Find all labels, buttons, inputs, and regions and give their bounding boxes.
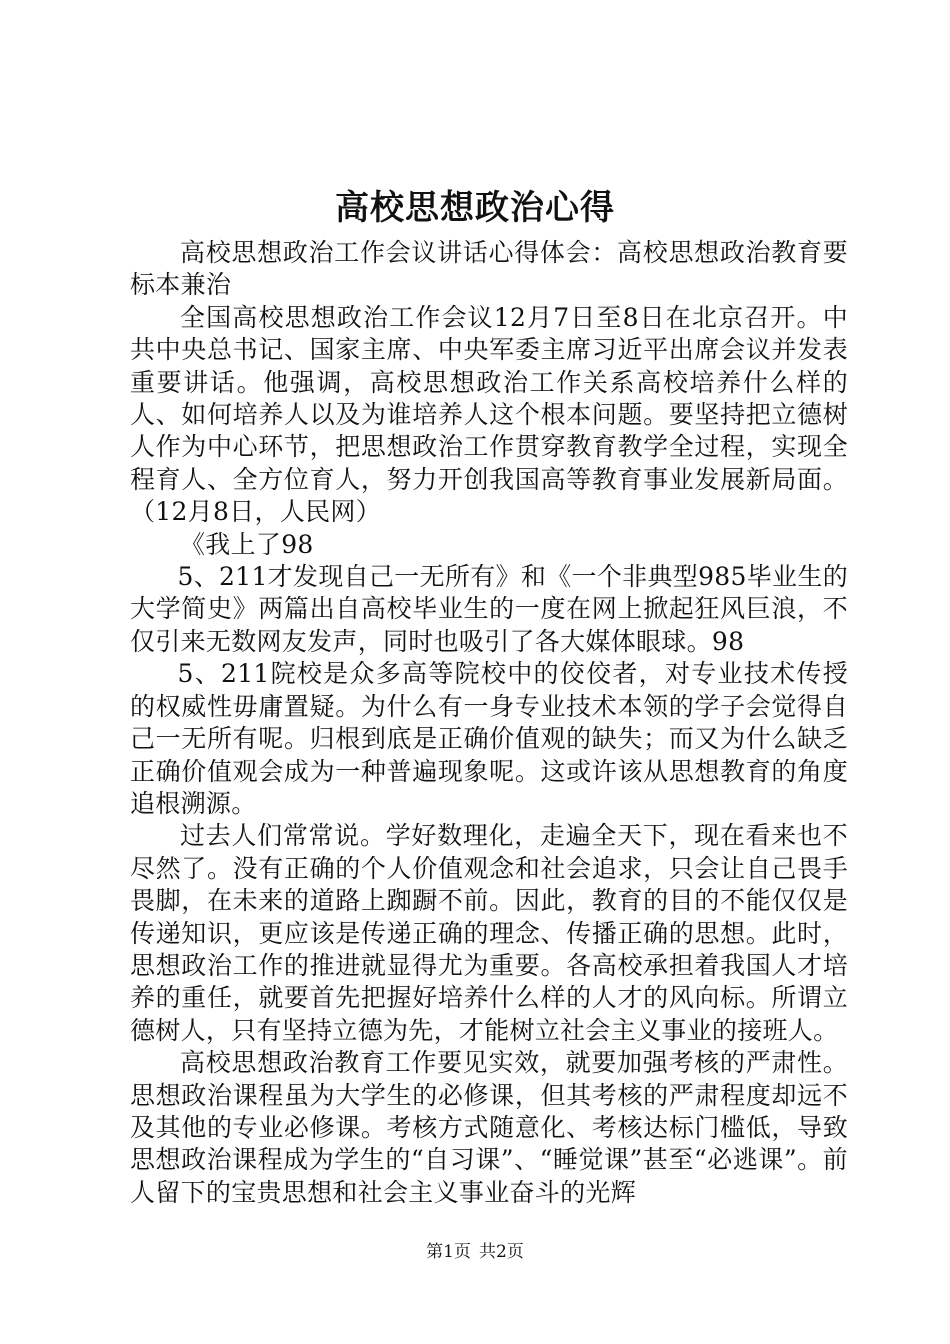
- page-total: 共2页: [479, 1242, 524, 1262]
- paragraph-conference: 全国高校思想政治工作会议12月7日至8日在北京召开。中共中央总书记、国家主席、中央军委主席习近平出席会议并发表重要讲话。他强调，高校思想政治工作关系高校培养什么样的人、如何培养人以及为谁培养人这个根本问题。要坚持把立德树人作为中心环节，把思想政治工作贯穿教育教学全过程，实现全程育人、全方位育人，努力开创我国高等教育事业发展新局面。（12月8日，人民网）: [130, 302, 848, 527]
- paragraph-subtitle: 高校思想政治工作会议讲话心得体会：高校思想政治教育要标本兼治: [130, 238, 848, 300]
- paragraph-values: 5、211院校是众多高等院校中的佼佼者，对专业技术传授的权威性毋庸置疑。为什么有一身专业技术本领的学子会觉得自己一无所有呢。归根到底是正确价值观的缺失；而又为什么缺乏正确价值观会成为一种普遍现象呢。这或许该从思想教育的角度追根溯源。: [130, 659, 848, 818]
- paragraph-graduates: 5、211才发现自己一无所有》和《一个非典型985毕业生的大学简史》两篇出自高校毕业生的一度在网上掀起狂风巨浪，不仅引来无数网友发声，同时也吸引了各大媒体眼球。98: [130, 562, 848, 656]
- paragraph-book-fragment: 《我上了98: [180, 529, 314, 559]
- paragraph-assessment: 高校思想政治教育工作要见实效，就要加强考核的严肃性。思想政治课程虽为大学生的必修课，但其考核的严肃程度却远不及其他的专业必修课。考核方式随意化、考核达标门槛低，导致思想政治课程成为学生的“自习课”、“睡觉课”甚至“必逃课”。前人留下的宝贵思想和社会主义事业奋斗的光辉: [130, 1048, 848, 1207]
- document-title: 高校思想政治心得: [335, 188, 615, 228]
- document-body: [130, 237, 848, 1209]
- page-number: 第1页: [426, 1242, 471, 1262]
- paragraph-education-purpose: 过去人们常常说。学好数理化，走遍全天下，现在看来也不尽然了。没有正确的个人价值观念和社会追求，只会让自己畏手畏脚，在未来的道路上踟蹰不前。因此，教育的目的不能仅仅是传递知识，更应该是传递正确的理念、传播正确的思想。此时，思想政治工作的推进就显得尤为重要。各高校承担着我国人才培养的重任，就要首先把握好培养什么样的人才的风向标。所谓立德树人，只有坚持立德为先，才能树立社会主义事业的接班人。: [130, 821, 848, 1045]
- page-footer: [0, 1240, 950, 1264]
